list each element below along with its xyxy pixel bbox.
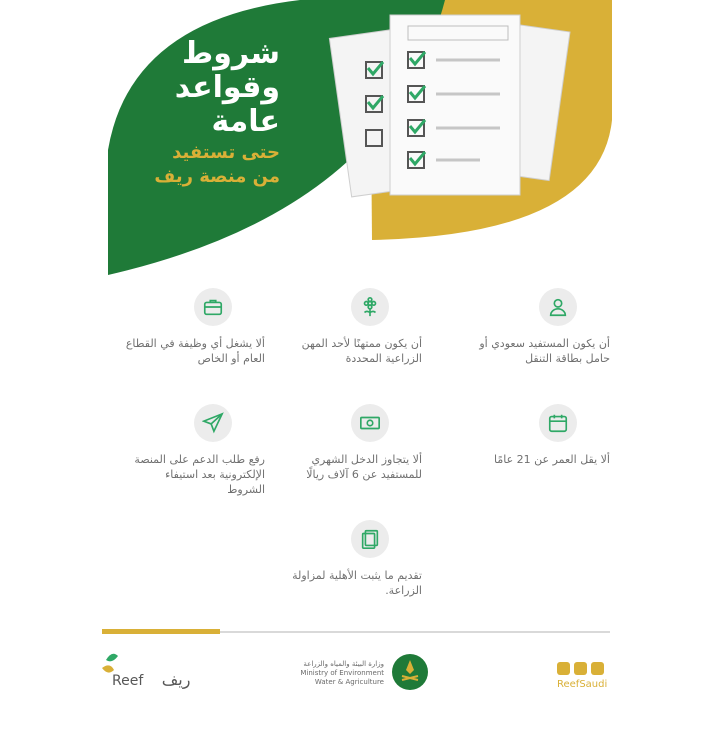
condition-text: ألا يتجاوز الدخل الشهري للمستفيد عن 6 آلاف ريالًا <box>306 453 422 481</box>
ministry-emblem-icon <box>392 654 428 690</box>
brand-name <box>112 670 190 689</box>
condition-text: أن يكون المستفيد سعودي أو حامل بطاقة التنقل <box>479 337 610 365</box>
social-handle: ReefSaudi <box>557 679 608 690</box>
title-line-1: شروط <box>182 36 280 71</box>
paper-plane-icon <box>194 404 232 442</box>
briefcase-icon <box>194 288 232 326</box>
condition-text: تقديم ما يثبت الأهلية لمزاولة الزراعة. <box>292 569 422 597</box>
flower-icon <box>351 288 389 326</box>
condition-profession <box>282 288 422 366</box>
condition-age <box>470 404 610 467</box>
twitter-icon <box>574 662 587 675</box>
checklist-illustration <box>329 15 570 197</box>
title-line-3: عامة <box>211 104 280 139</box>
condition-text: أن يكون ممتهنًا لأحد المهن الزراعية المحددة <box>301 337 422 365</box>
snapchat-icon <box>557 662 570 675</box>
ministry-text <box>284 660 384 687</box>
documents-icon <box>351 520 389 558</box>
brand-name-en: Reef <box>112 673 144 689</box>
condition-application <box>125 404 265 497</box>
hero-banner <box>0 0 720 290</box>
brand-name-ar: ريف <box>161 670 191 689</box>
calendar-icon <box>539 404 577 442</box>
instagram-icon <box>591 662 604 675</box>
ministry-name-ar: وزارة البيئة والمياه والزراعة <box>303 660 384 668</box>
subtitle-line-1: حتى تستفيد <box>172 142 280 163</box>
condition-income <box>282 404 422 482</box>
condition-documents <box>282 520 422 598</box>
condition-nationality <box>470 288 610 366</box>
condition-employment <box>125 288 265 366</box>
title-line-2: وقواعد <box>174 70 280 105</box>
condition-text: ألا يشغل أي وظيفة في القطاع العام أو الخاص <box>125 337 265 365</box>
money-icon <box>351 404 389 442</box>
subtitle-line-2: من منصة ريف <box>154 166 280 187</box>
condition-text: رفع طلب الدعم على المنصة الإلكترونية بعد استيفاء الشروط <box>134 453 265 496</box>
user-icon <box>539 288 577 326</box>
footer-divider-accent <box>102 629 220 634</box>
ministry-name-en: Ministry of Environment Water & Agriculture <box>300 669 384 686</box>
condition-text: ألا يقل العمر عن 21 عامًا <box>493 453 610 466</box>
